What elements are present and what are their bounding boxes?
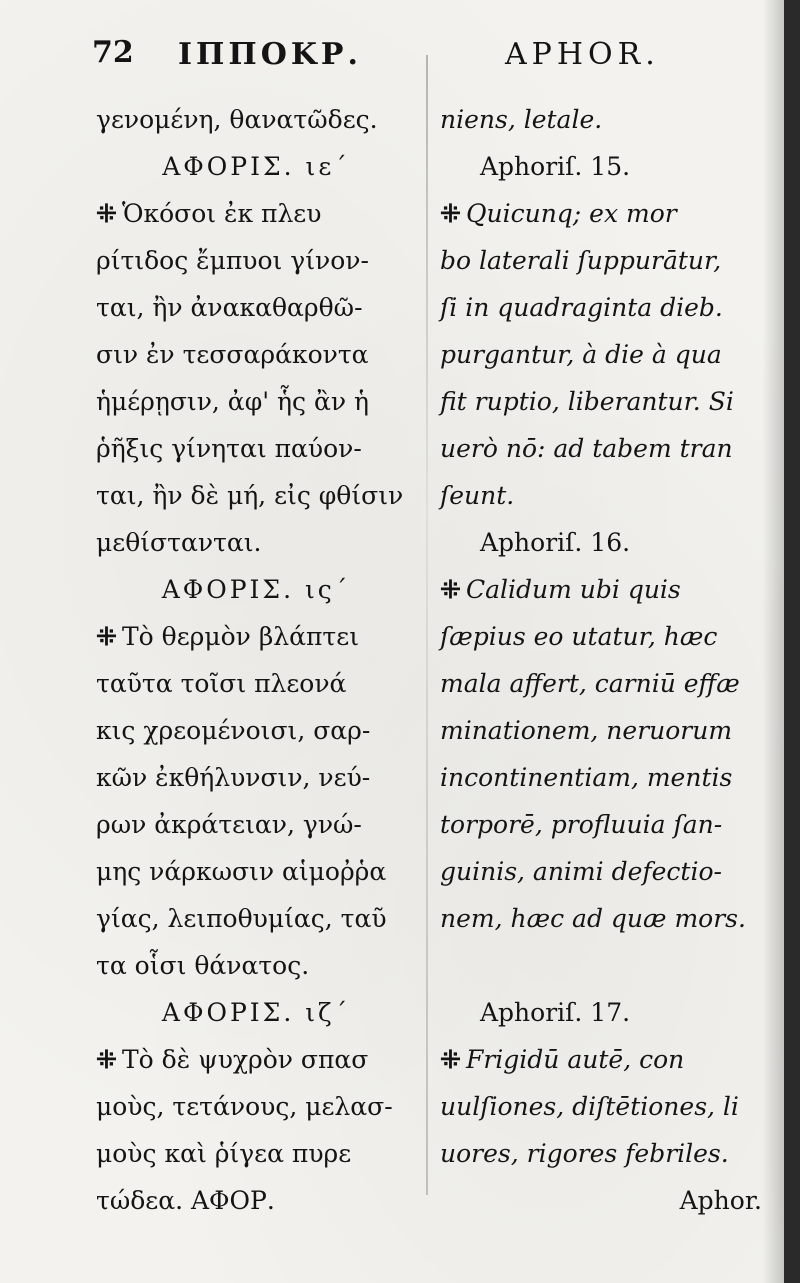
paragraph-mark-icon: ⁜ [440,199,461,228]
text-line [440,660,762,707]
paragraph-mark-icon: ⁜ [96,1045,117,1074]
text-line [96,331,416,378]
aphorism-heading [96,989,416,1036]
line-text: ΑΦΟΡΙΣ. ιε΄ [162,152,350,181]
aphorism-heading [440,519,762,566]
text-line [96,660,416,707]
text-line [96,190,416,237]
aphorism-heading [96,143,416,190]
text-line [96,1036,416,1083]
text-line [96,848,416,895]
text-line [440,96,762,143]
line-text: μης νάρκωσιν αἱμοῤῥα [96,857,387,886]
line-text: niens, letale. [440,105,603,134]
running-head-greek: ΙΠΠΟΚΡ. [178,37,362,72]
line-text: ταῦτα τοῖσι πλεονά [96,669,347,698]
line-text: κῶν ἐκθήλυνσιν, νεύ- [96,763,371,792]
text-line [440,237,762,284]
text-line [96,1130,416,1177]
line-text: γίας, λειποθυμίας, ταῦ [96,904,387,933]
line-text: Aphoriſ. 15. [480,152,631,181]
line-text: Aphor. [679,1186,762,1215]
text-line [96,519,416,566]
text-line [440,895,762,942]
text-line [440,284,762,331]
line-text: ἡμέρῃσιν, ἀφ' ἧς ἂν ἡ [96,387,369,416]
line-text: guinis, animi defectio- [440,857,722,886]
page-header [0,35,784,85]
line-text: ται, ἢν δὲ μή, εἰς φθίσιν [96,481,404,510]
text-line [440,472,762,519]
line-text: ſi in quadraginta dieb. [440,293,723,322]
text-line [96,1177,416,1224]
line-text: Aphoriſ. 17. [480,998,631,1027]
line-text: Aphoriſ. 16. [480,528,631,557]
line-text: nem, hæc ad quæ mors. [440,904,746,933]
line-text: μεθίστανται. [96,528,262,557]
line-text: ται, ἢν ἀνακαθαρθῶ- [96,293,363,322]
text-line [440,848,762,895]
aphorism-heading [96,566,416,613]
line-text: Τὸ θερμὸν βλάπτει [122,622,360,651]
text-line [96,895,416,942]
text-line [440,707,762,754]
text-line [96,707,416,754]
line-text: ſæpius eo utatur, hæc [440,622,718,651]
line-text: minationem, neruorum [440,716,733,745]
text-line [440,1083,762,1130]
line-text: Τὸ δὲ ψυχρὸν σπασ [122,1045,369,1074]
line-text: uulſiones, diſtētiones, li [440,1092,739,1121]
text-line [440,1130,762,1177]
text-line [440,566,762,613]
greek-column [96,96,416,1224]
line-text: fit ruptio, liberantur. Si [440,387,734,416]
line-text: Calidum ubi quis [466,575,681,604]
line-text: κις χρεομένοισι, σαρ- [96,716,371,745]
blank-line [440,942,762,989]
latin-column [440,96,762,1224]
text-line [96,801,416,848]
line-text: mala affert, carniū effæ [440,669,740,698]
line-text: μοὺς καὶ ῥίγεα πυρε [96,1139,352,1168]
line-text: torporē, profluuia ſan- [440,810,723,839]
text-line [96,378,416,425]
text-line [440,754,762,801]
line-text: ſeunt. [440,481,515,510]
line-text: τα οἷσι θάνατος. [96,951,310,980]
line-text: purgantur, à die à qua [440,340,722,369]
line-text: incontinentiam, mentis [440,763,733,792]
text-line [96,942,416,989]
text-line [96,613,416,660]
line-text: σιν ἐν τεσσαράκοντα [96,340,369,369]
text-line [440,425,762,472]
text-line [96,1083,416,1130]
line-text: ρίτιδος ἔμπυοι γίνον- [96,246,369,275]
text-line [440,801,762,848]
page-edge-shadow [762,0,784,1283]
column-divider [426,55,428,1195]
line-text: ΑΦΟΡΙΣ. ις΄ [161,575,351,604]
text-line [440,190,762,237]
paragraph-mark-icon: ⁜ [440,575,461,604]
text-line [96,472,416,519]
text-line [96,237,416,284]
line-text: τώδεα. ΑΦΟΡ. [96,1186,275,1215]
line-text: Quicunq; ex mor [466,199,677,228]
aphorism-heading [440,989,762,1036]
text-line [96,284,416,331]
text-line [440,613,762,660]
catchword [440,1177,762,1224]
aphorism-heading [440,143,762,190]
line-text: ῥῆξις γίνηται παύον- [96,434,362,463]
line-text: uores, rigores febriles. [440,1139,729,1168]
text-line [440,378,762,425]
text-line [96,96,416,143]
page-number: 72 [92,35,134,70]
line-text: ΑΦΟΡΙΣ. ιζ΄ [161,998,351,1027]
text-line [440,1036,762,1083]
line-text: bo laterali ſuppurātur, [440,246,722,275]
text-line [96,425,416,472]
text-line [96,754,416,801]
paragraph-mark-icon: ⁜ [96,622,117,651]
text-line [440,331,762,378]
line-text: uerò nō: ad tabem tran [440,434,733,463]
paragraph-mark-icon: ⁜ [96,199,117,228]
line-text: γενομένη, θανατῶδες. [96,105,378,134]
line-text: ρων ἀκράτειαν, γνώ- [96,810,362,839]
running-head-latin: APHOR. [505,37,660,72]
line-text: Ὁκόσοι ἐκ πλευ [122,199,322,228]
paragraph-mark-icon: ⁜ [440,1045,461,1074]
line-text: Frigidū autē, con [466,1045,685,1074]
line-text: μοὺς, τετάνους, μελασ- [96,1092,393,1121]
